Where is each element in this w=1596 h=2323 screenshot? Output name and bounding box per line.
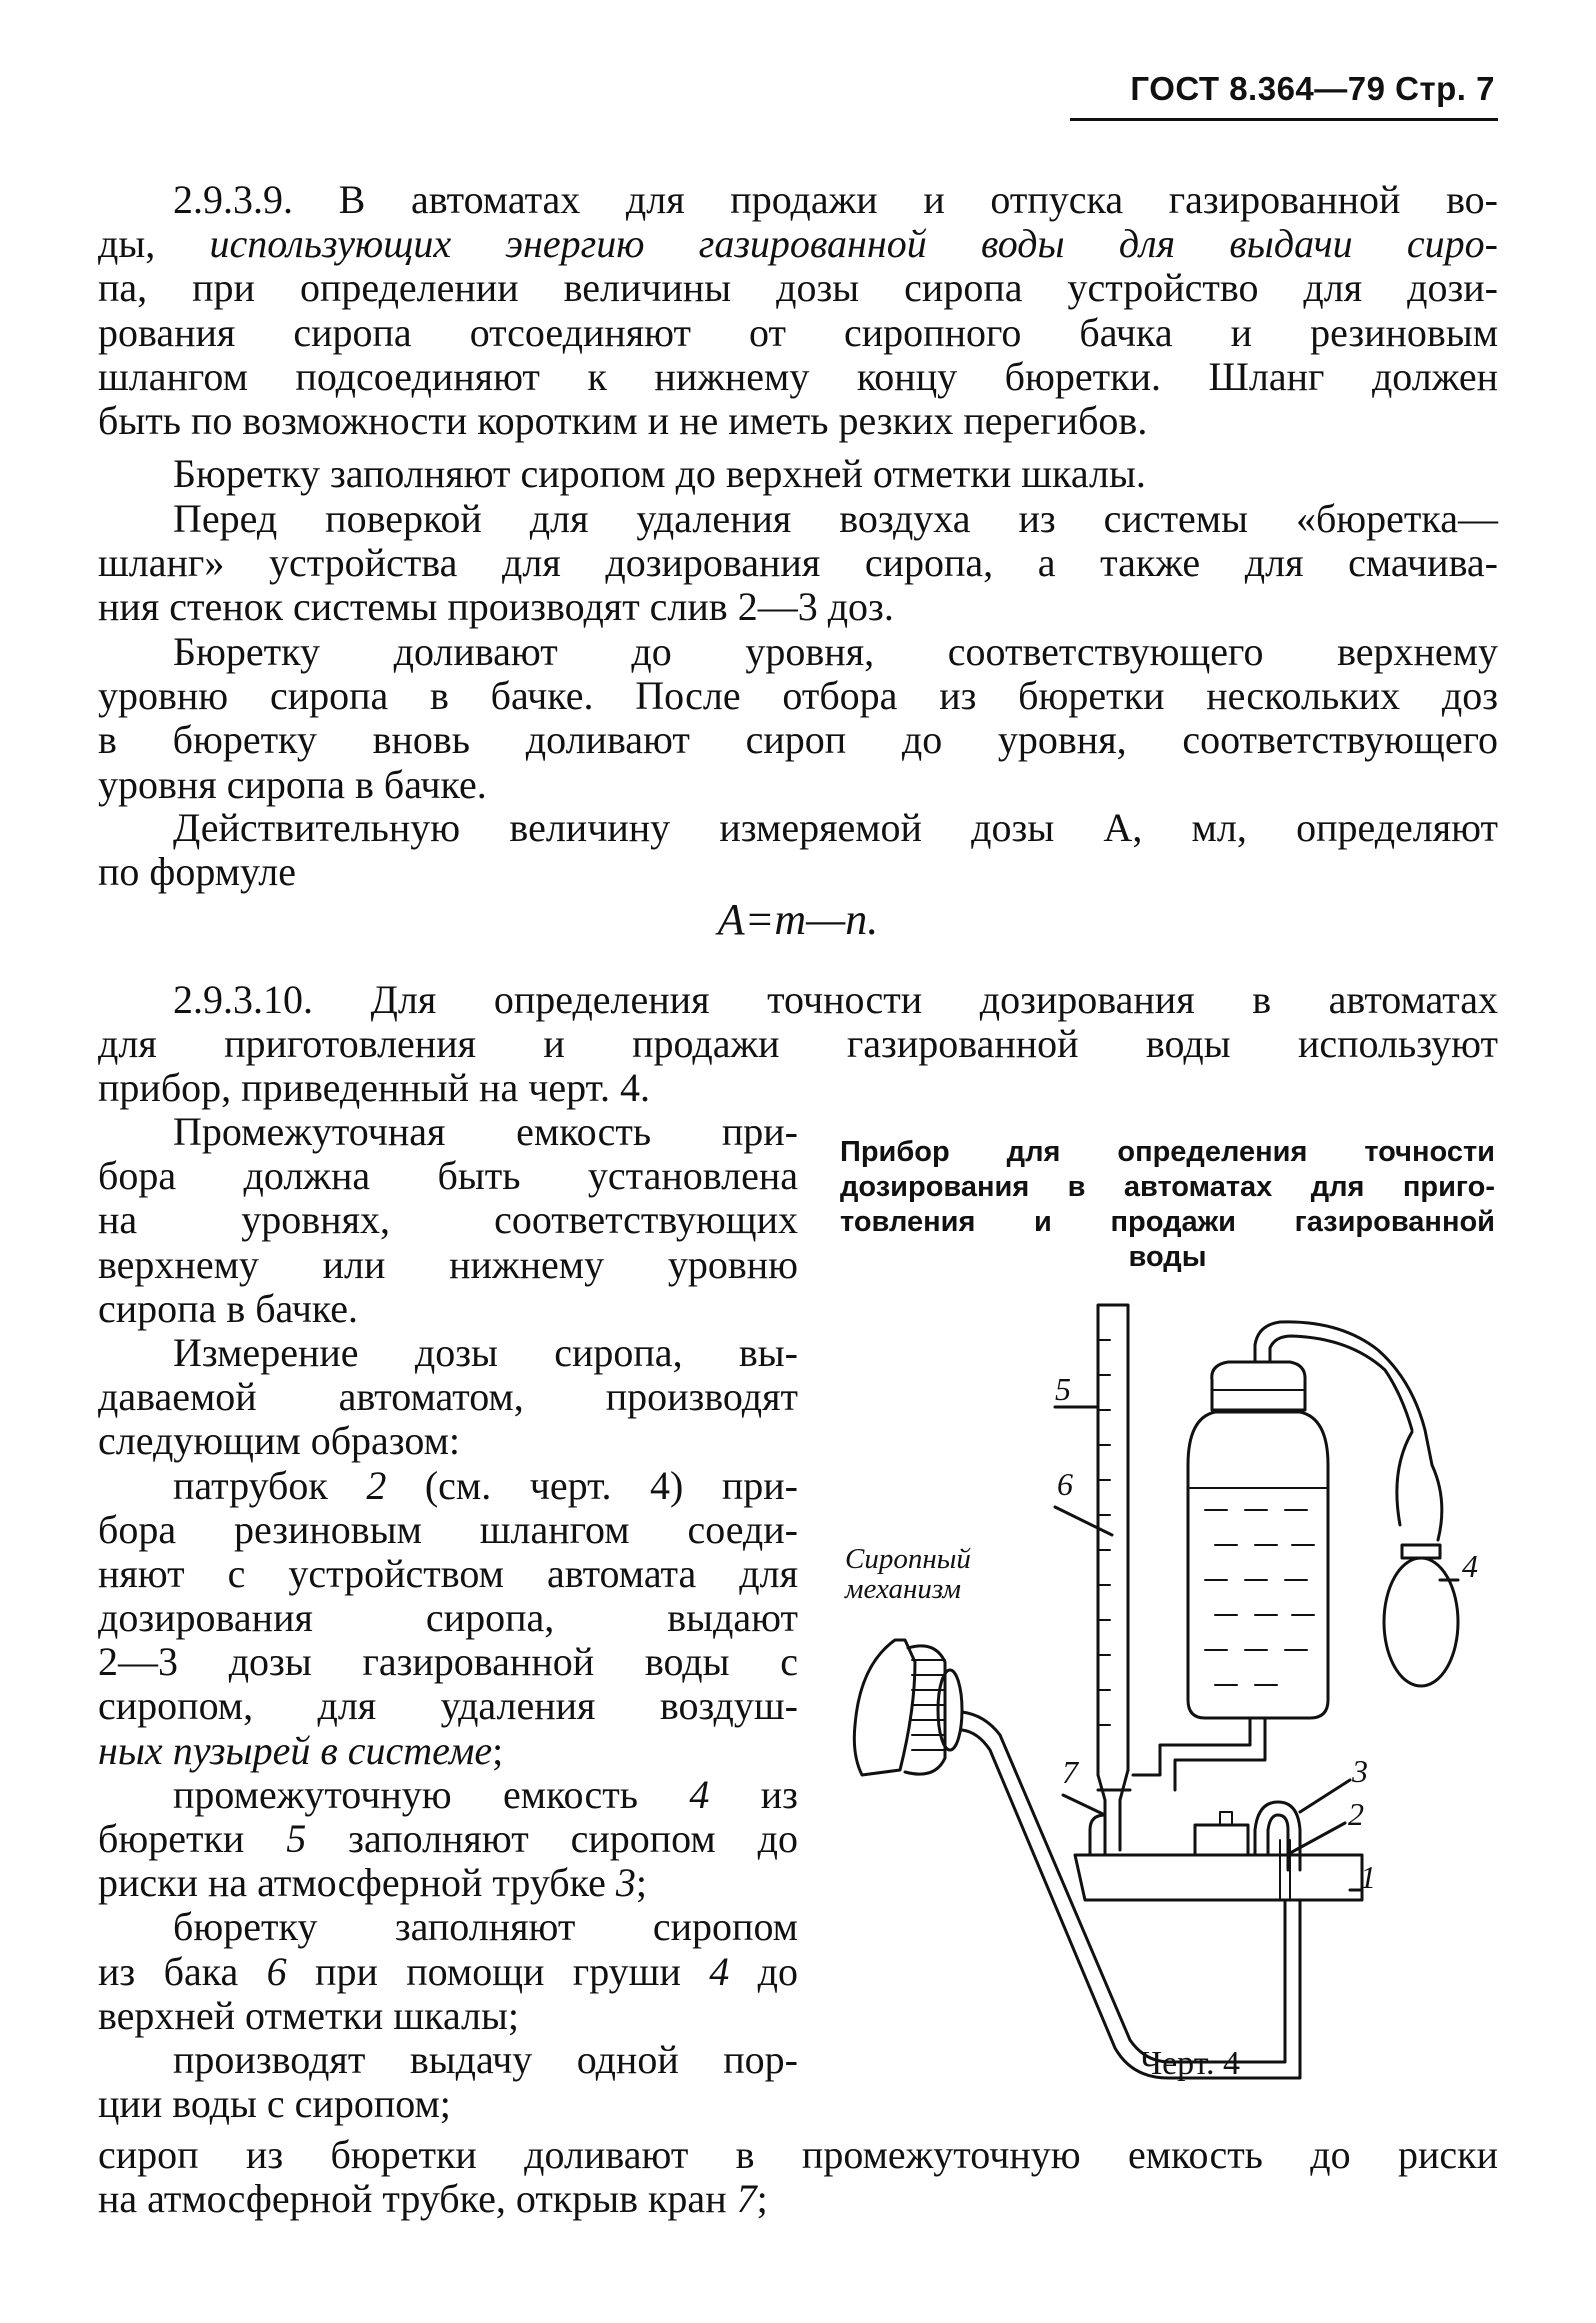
figure-caption [840, 1135, 1495, 1275]
text-line: сиропа в бачке. [98, 1285, 359, 1331]
side-label-line-2: механизм [845, 1573, 961, 1605]
text-line: шлангом подсоединяют к нижнему концу бюретки. Шланг должен [98, 353, 1498, 399]
text-line [98, 1817, 798, 1861]
text-line [98, 222, 1498, 266]
text-line: даваемой автоматом, производят [98, 1374, 798, 1420]
column-text [98, 1110, 798, 2126]
text-line: в бюретку вновь доливают сироп до уровня, соответствующего [98, 717, 1498, 763]
text-fragment: (см. черт. 4) при- [386, 1462, 798, 1508]
figure-label: Черт. 4 [1139, 2045, 1241, 2082]
text-fragment: на атмосферной трубке, открыв кран [98, 2176, 737, 2222]
text-fragment: промежуточную емкость [173, 1771, 690, 1817]
text-fragment: ; [492, 1727, 504, 1773]
text-fragment: ; [756, 2176, 768, 2222]
header-rule [1070, 118, 1498, 121]
text-line: производят выдачу одной пор- [173, 2036, 798, 2082]
text-line: шланг» устройства для дозирования сиропа, а также для смачива- [98, 540, 1498, 586]
callout-4: 4 [1462, 1548, 1478, 1584]
text-line: бюретку заполняют сиропом [173, 1904, 798, 1950]
buret-neck [1098, 1770, 1128, 1850]
text-line: Бюретку доливают до уровня, соответствующего верхнему [173, 629, 1498, 674]
text-line: для приготовления и продажи газированной воды используют [98, 1021, 1498, 1067]
text-line: сироп из бюретки доливают в промежуточную емкость до риски [98, 2132, 1498, 2177]
text-fragment: бюретки [98, 1816, 287, 1861]
leader-3 [1300, 1780, 1350, 1812]
caption-line: воды [1128, 1241, 1207, 1273]
text-line [98, 1464, 798, 1508]
leader-6 [1055, 1507, 1112, 1535]
paragraph-2-9-3-10 [98, 978, 1498, 1111]
text-line: бора резиновым шлангом соеди- [98, 1506, 798, 1552]
text-line: уровня сиропа в бачке. [98, 761, 487, 807]
text-line [98, 1773, 798, 1817]
syrup-tank [1133, 1362, 1328, 1790]
formula-text: A=m—n. [717, 895, 879, 944]
leader-7 [1063, 1795, 1105, 1815]
italic-fragment: 2 [366, 1462, 387, 1508]
text-line: бора должна быть установлена [98, 1153, 798, 1199]
page-header: ГОСТ 8.364—79 Стр. 7 [1130, 70, 1495, 107]
text-fragment: до [729, 1948, 798, 1994]
text-line: ния стенок системы производят слив 2—3 доз. [98, 584, 894, 630]
text-line [98, 1950, 798, 1994]
italic-fragment: 6 [266, 1948, 287, 1994]
text-line: верхней отметки шкалы; [98, 1992, 519, 2038]
base [1075, 1802, 1362, 1900]
text-fragment: ды, [98, 221, 210, 267]
caption-line: товления и продажи газированной [840, 1206, 1495, 1238]
italic-fragment: 3 [615, 1860, 636, 1906]
text-fragment: патрубок [173, 1462, 367, 1508]
italic-fragment: 4 [689, 1771, 710, 1817]
text-line: няют с устройством автомата для [98, 1550, 798, 1596]
text-line: 2—3 дозы газированной воды с [98, 1639, 798, 1685]
text-line: рования сиропа отсоединяют от сиропного бачка и резиновым [98, 309, 1498, 355]
text-fragment: из [709, 1771, 798, 1817]
paragraph-2-9-3-9 [98, 178, 1498, 443]
text-line: сиропом, для удаления воздуш- [98, 1683, 798, 1729]
paragraph-formula-intro [98, 806, 1498, 894]
text-line: Измерение дозы сиропа, вы- [173, 1329, 798, 1375]
text-line: верхнему или нижнему уровню [98, 1241, 798, 1287]
paragraph-fill [98, 452, 1498, 496]
paragraph-drain [98, 497, 1498, 630]
text-fragment: заполняют сиропом до [306, 1816, 798, 1861]
text-line: 2.9.3.10. Для определения точности дозирования в автоматах [173, 977, 1498, 1022]
callout-7: 7 [1062, 1754, 1078, 1790]
text-line: по формуле [98, 849, 296, 895]
callout-3: 3 [1352, 1753, 1368, 1789]
callout-1: 1 [1360, 1859, 1376, 1895]
text-line: 2.9.3.9. В автоматах для продажи и отпуска газированной во- [173, 177, 1498, 222]
text-line: уровню сиропа в бачке. После отбора из бюретки нескольких доз [98, 673, 1498, 719]
callout-6: 6 [1057, 1466, 1073, 1502]
paragraph-final [98, 2133, 1498, 2221]
text-fragment: ; [635, 1860, 647, 1906]
text-line [98, 1729, 798, 1773]
callout-5: 5 [1055, 1371, 1071, 1407]
text-line: дозирования сиропа, выдают [98, 1595, 798, 1641]
rubber-bulb [1384, 1432, 1458, 1686]
text-fragment: при помощи груши [286, 1948, 710, 1994]
caption-line: дозирования в автоматах для приго- [840, 1171, 1495, 1203]
apparatus-drawing [835, 1280, 1500, 2160]
text-line: Промежуточная емкость при- [173, 1109, 798, 1154]
italic-fragment: 5 [286, 1816, 307, 1861]
text-line: Перед поверкой для удаления воздуха из системы «бюретка— [173, 496, 1498, 541]
text-line: прибор, приведенный на черт. 4. [98, 1065, 651, 1111]
text-line: быть по возможности коротким и не иметь резких перегибов. [98, 397, 1148, 443]
caption-line: Прибор для определения точности [840, 1136, 1495, 1168]
text-line: на уровнях, соответствующих [98, 1197, 798, 1243]
side-label-line-1: Сиропный [845, 1543, 971, 1575]
italic-fragment: ных пузырей в системе [98, 1727, 493, 1773]
text-line [98, 1861, 798, 1905]
text-line: ции воды с сиропом; [98, 2081, 451, 2127]
italic-fragment: 7 [736, 2176, 757, 2222]
italic-fragment: 4 [709, 1948, 730, 1994]
text-fragment: риски на атмосферной трубке [98, 1860, 616, 1906]
italic-fragment: использующих энергию газированной воды для выдачи сиро- [209, 221, 1498, 267]
callout-2: 2 [1348, 1796, 1364, 1832]
text-line: па, при определении величины дозы сиропа устройство для дози- [98, 265, 1498, 311]
formula [0, 895, 1596, 944]
text-fragment: из бака [98, 1948, 267, 1994]
text-line: следующим образом: [98, 1418, 461, 1464]
buret [1098, 1305, 1128, 1775]
air-hose-inner [1270, 1336, 1412, 1430]
paragraph-topup [98, 630, 1498, 807]
text-line: Бюретку заполняют сиропом до верхней отметки шкалы. [173, 451, 1146, 496]
text-line [98, 2177, 1498, 2221]
text-line: Действительную величину измеряемой дозы A, мл, определяют [173, 805, 1498, 850]
